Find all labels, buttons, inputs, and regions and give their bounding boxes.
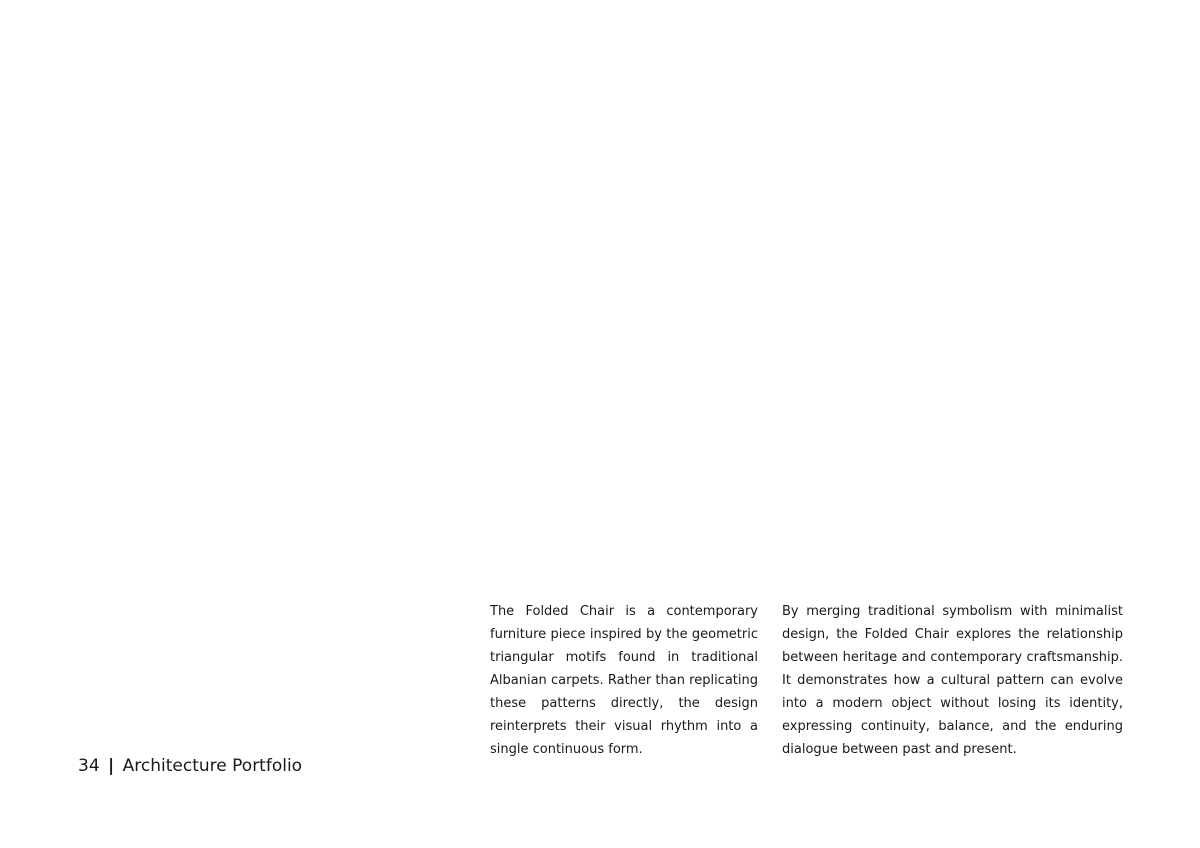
page-footer-label (78, 754, 302, 778)
description-paragraph-left: The Folded Chair is a contemporary furniture piece inspired by the geometric triangular motifs found in traditional Albanian carpets. Rather than replicating these patterns directly, the design reinterprets their visual rhythm into a single continuous form. (490, 604, 758, 757)
portfolio-title: Architecture Portfolio (122, 756, 303, 776)
description-paragraph-right: By merging traditional symbolism with minimalist design, the Folded Chair explores the relationship between heritage and contemporary craftsmanship. It demonstrates how a cultural pattern can evolve into a modern object without losing its identity, expressing continuity, balance, and the enduring dialogue between past and present. (782, 604, 1123, 757)
footer-separator: | (108, 756, 115, 776)
page-number: 34 (78, 756, 100, 776)
